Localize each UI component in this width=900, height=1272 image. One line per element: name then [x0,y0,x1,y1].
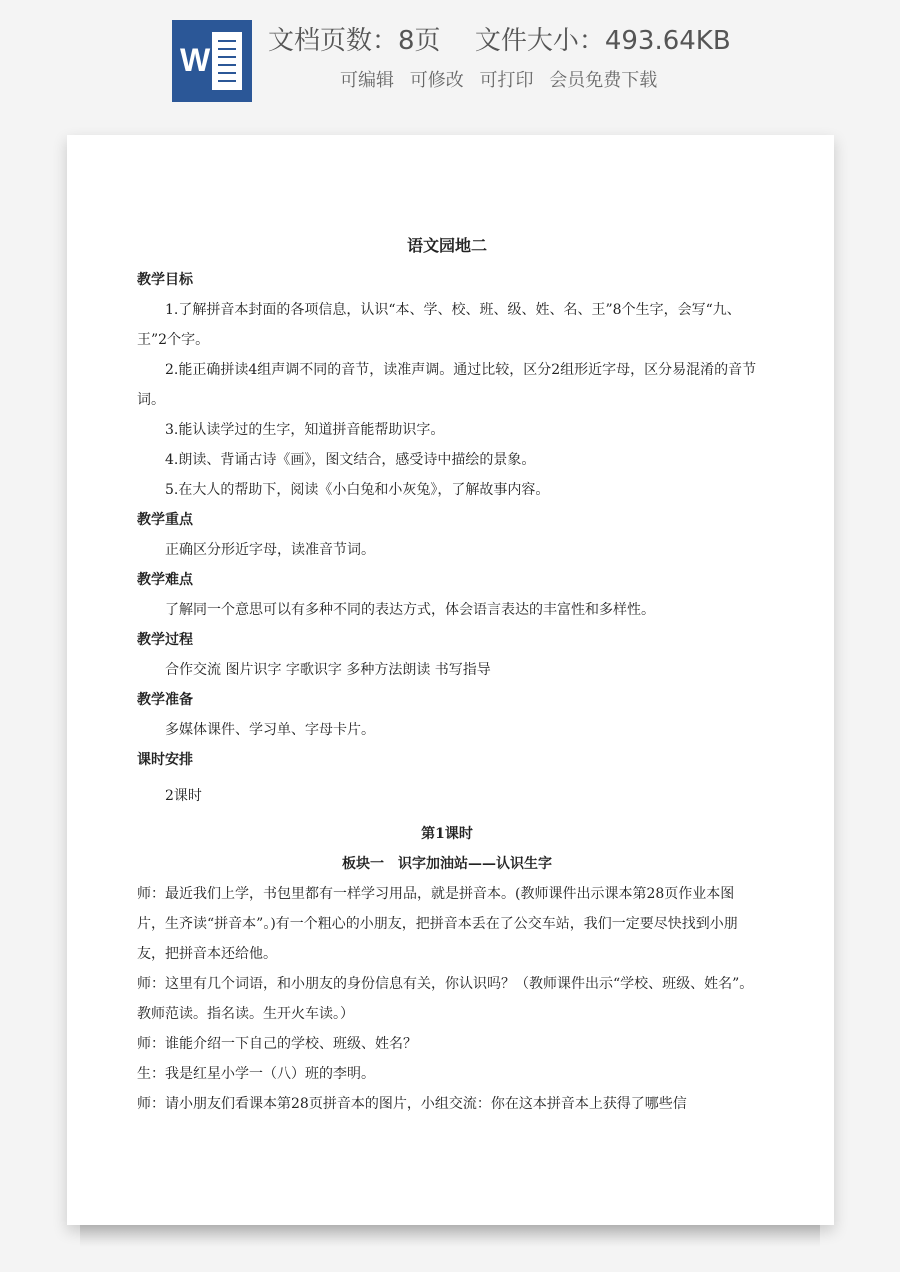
document-title: 语文园地二 [406,236,487,255]
feature-list [340,66,667,92]
dialogue-line: 师：谁能介绍一下自己的学校、班级、姓名？ [137,1036,417,1052]
goal-item: 1.了解拼音本封面的各项信息，认识“本、学、校、班、级、姓、名、王”8个生字，会写“九、王”2个字。 [137,302,741,348]
doc-sheet-graphic [212,32,242,90]
word-letter: W [180,42,211,78]
goal-item: 4.朗读、背诵古诗《画》，图文结合，感受诗中描绘的景象。 [165,452,536,468]
focus-text: 正确区分形近字母，读准音节词。 [165,542,375,558]
feature-modifiable: 可修改 [409,70,464,91]
feature-editable: 可编辑 [340,70,394,91]
paper-shadow [80,1225,820,1247]
feature-member-download: 会员免费下载 [549,70,658,91]
goals-heading: 教学目标 [137,272,193,288]
dialogue-line: 师：这里有几个词语，和小朋友的身份信息有关，你认识吗？（教师课件出示“学校、班级、姓名”。教师范读。指名读。生开火车读。） [137,976,754,1022]
goal-item: 5.在大人的帮助下，阅读《小白兔和小灰兔》，了解故事内容。 [165,482,550,498]
goal-item: 2.能正确拼读4组声调不同的音节，读准声调。通过比较，区分2组形近字母，区分易混淆的音节词。 [137,362,757,408]
lesson-title: 第1课时 [421,826,473,842]
prep-heading: 教学准备 [137,692,193,708]
download-banner [0,0,900,120]
file-size: 文件大小：493.64KB [474,26,731,56]
file-info [268,20,757,60]
dialogue-line: 师：最近我们上学，书包里都有一样学习用品，就是拼音本。(教师课件出示课本第28页作业本图片，生齐读“拼音本”。)有一个粗心的小朋友，把拼音本丢在了公交车站，我们一定要尽快找到小朋友，把拼音本还给他。 [137,886,738,962]
word-doc-icon [172,20,252,102]
document-content [137,231,757,1119]
difficulty-text: 了解同一个意思可以有多种不同的表达方式，体会语言表达的丰富性和多样性。 [165,602,655,618]
goal-item: 3.能认读学过的生字，知道拼音能帮助识字。 [165,422,445,438]
focus-heading: 教学重点 [137,512,193,528]
feature-printable: 可打印 [479,70,534,91]
process-heading: 教学过程 [137,632,193,648]
page-count: 文档页数：8页 [268,26,441,56]
prep-text: 多媒体课件、学习单、字母卡片。 [165,722,375,738]
difficulty-heading: 教学难点 [137,572,193,588]
dialogue-line: 生：我是红星小学一（八）班的李明。 [137,1066,375,1082]
schedule-text: 2课时 [165,788,202,804]
schedule-heading: 课时安排 [137,752,193,768]
block-title: 板块一 识字加油站——认识生字 [342,856,552,872]
dialogue-line: 师：请小朋友们看课本第28页拼音本的图片，小组交流：你在这本拼音本上获得了哪些信 [137,1096,687,1112]
process-text: 合作交流 图片识字 字歌识字 多种方法朗读 书写指导 [165,662,491,678]
document-page [67,135,834,1225]
